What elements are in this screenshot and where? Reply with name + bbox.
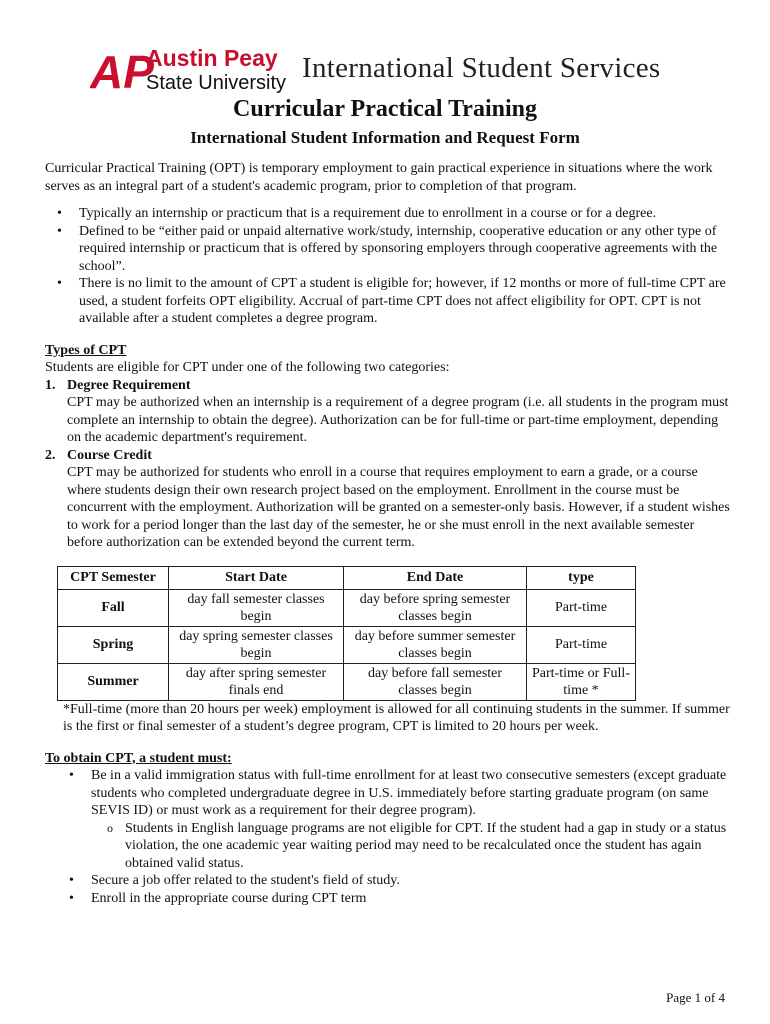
table-cell: day before fall semester classes begin bbox=[344, 663, 527, 700]
types-lead: Students are eligible for CPT under one of the following two categories: bbox=[45, 360, 450, 375]
table-header: type bbox=[527, 566, 636, 589]
table-cell: Fall bbox=[58, 589, 169, 626]
obtain-section bbox=[45, 750, 730, 908]
intro-bullet: • Typically an internship or practicum that is a requirement due to enrollment in a course or for a degree. bbox=[79, 205, 730, 223]
obtain-subbullets bbox=[91, 820, 730, 873]
intro-bullets bbox=[45, 205, 730, 328]
page-number: Page 1 of 4 bbox=[666, 990, 725, 1005]
types-section bbox=[45, 342, 730, 552]
cpt-semester-table bbox=[57, 566, 636, 701]
type-text: CPT may be authorized when an internship is a requirement of a degree program (i.e. all students in the program must complete an internship to obtain the degree). Authorization can be for full-time or part-time employment, depending on the academic department's requirement. bbox=[67, 395, 729, 445]
obtain-heading: To obtain CPT, a student must: bbox=[45, 750, 232, 766]
obtain-bullets bbox=[45, 767, 730, 907]
type-item bbox=[45, 377, 730, 447]
intro-paragraph: Curricular Practical Training (OPT) is temporary employment to gain practical experience in situations where the work serves as an integral part of a student's academic program, prior to completion of that program. bbox=[45, 161, 713, 194]
table-header: End Date bbox=[344, 566, 527, 589]
obtain-subbullet: o Students in English language programs are not eligible for CPT. If the student had a gap in study or a status violation, the one academic year waiting period may need to be recalculated once the student has again obtained valid status. bbox=[125, 820, 730, 873]
obtain-bullet: • Enroll in the appropriate course during CPT term bbox=[91, 890, 730, 908]
table-row bbox=[58, 626, 636, 663]
table-header-row bbox=[58, 566, 636, 589]
department-name: International Student Services bbox=[302, 52, 661, 84]
obtain-bullet-text: Be in a valid immigration status with full-time enrollment for at least two consecutive semesters (except graduate students who completed undergraduate degree in U.S. immediately before starting graduate program (on same SEVIS ID) or must work as a requirement for their degree program). bbox=[91, 768, 727, 818]
type-number: 2. bbox=[45, 447, 56, 463]
obtain-bullet: • Secure a job offer related to the student's field of study. bbox=[91, 872, 730, 890]
type-heading: Course Credit bbox=[67, 447, 152, 463]
page-subtitle: International Student Information and Request Form bbox=[190, 128, 580, 147]
type-text: CPT may be authorized for students who enroll in a course that requires employment to earn a grade, or a course where students design their own research project based on the employment. Enrollment in the course must be concurrent with the employment. Authorization will be granted on a semester-only basis. However, if a student wishes to work for a period longer than the last day of the semester, he or she must enroll in the next available semester before authorization can be extended beyond the current term. bbox=[67, 465, 730, 550]
table-cell: Part-time bbox=[527, 626, 636, 663]
page-header bbox=[90, 44, 690, 94]
logo-mark: AP bbox=[90, 46, 154, 94]
type-item bbox=[45, 447, 730, 552]
intro-bullet: • Defined to be “either paid or unpaid alternative work/study, internship, cooperative education or any other type of required internship or practicum that is offered by sponsoring employers through cooperative agreements with the school”. bbox=[79, 223, 730, 276]
table-header: CPT Semester bbox=[58, 566, 169, 589]
type-heading: Degree Requirement bbox=[67, 377, 191, 393]
table-cell: Summer bbox=[58, 663, 169, 700]
table-header: Start Date bbox=[169, 566, 344, 589]
obtain-bullet bbox=[91, 767, 730, 872]
table-cell: day before summer semester classes begin bbox=[344, 626, 527, 663]
table-cell: Part-time or Full-time * bbox=[527, 663, 636, 700]
logo-line1: Austin Peay bbox=[146, 45, 278, 71]
page-title: Curricular Practical Training bbox=[233, 96, 537, 122]
table-cell: day before spring semester classes begin bbox=[344, 589, 527, 626]
table-cell: day fall semester classes begin bbox=[169, 589, 344, 626]
document-body bbox=[45, 160, 730, 907]
table-row bbox=[58, 663, 636, 700]
table-note: *Full-time (more than 20 hours per week) employment is allowed for all continuing students in the summer. If summer is the first or final semester of a student’s degree program, CPT is limited to 20 hours per week. bbox=[63, 701, 730, 734]
austin-peay-logo bbox=[90, 44, 290, 94]
table-cell: Spring bbox=[58, 626, 169, 663]
table-cell: day after spring semester finals end bbox=[169, 663, 344, 700]
intro-bullet: • There is no limit to the amount of CPT a student is eligible for; however, if 12 months or more of full-time CPT are used, a student forfeits OPT eligibility. Accrual of part-time CPT does not affect eligibility for OPT. CPT is not available after a student completes a degree program. bbox=[79, 275, 730, 328]
table-cell: day spring semester classes begin bbox=[169, 626, 344, 663]
types-heading: Types of CPT bbox=[45, 342, 127, 358]
table-cell: Part-time bbox=[527, 589, 636, 626]
logo-line2: State University bbox=[146, 72, 287, 94]
type-number: 1. bbox=[45, 377, 56, 393]
table-row bbox=[58, 589, 636, 626]
